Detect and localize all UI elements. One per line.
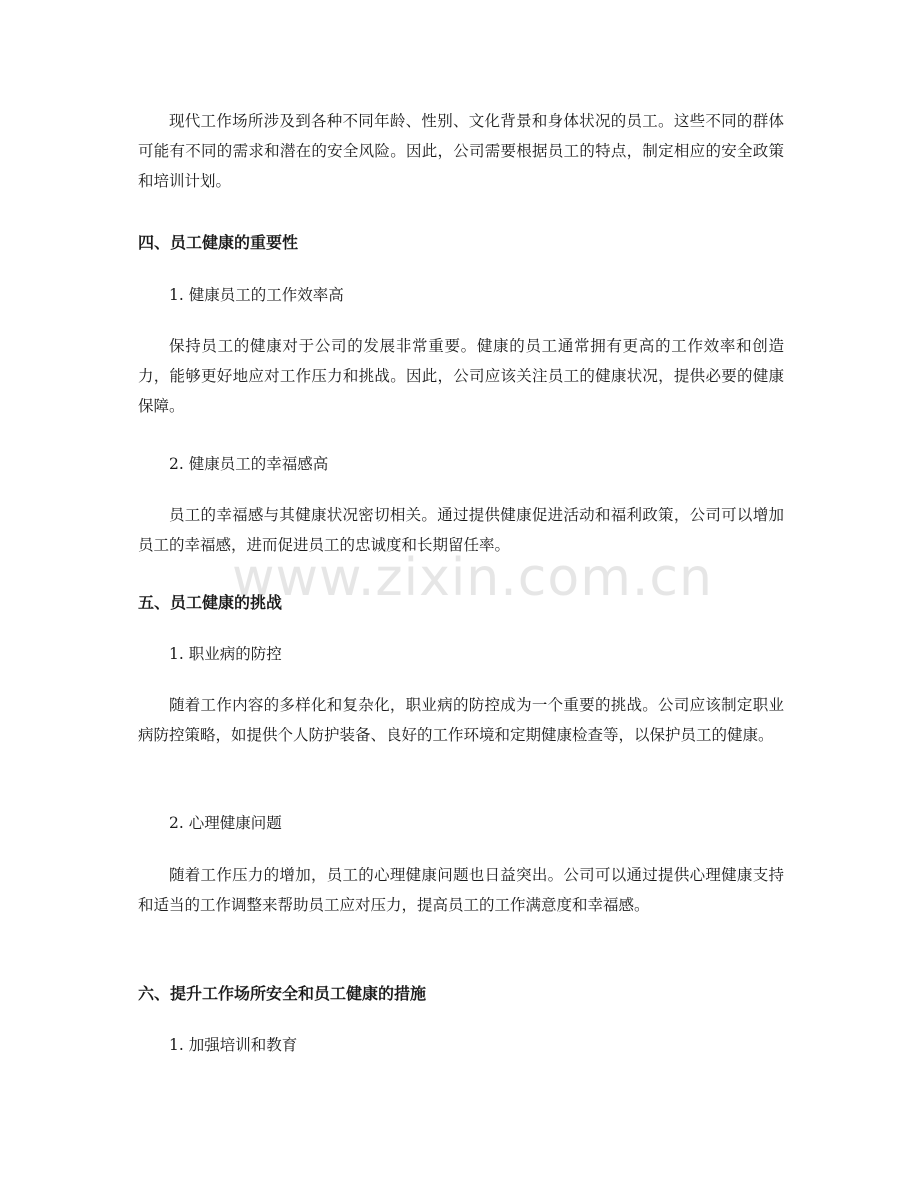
intro-paragraph: 现代工作场所涉及到各种不同年龄、性别、文化背景和身体状况的员工。这些不同的群体可能有不同的需求和潜在的安全风险。因此，公司需要根据员工的特点，制定相应的安全政策和培训计划。	[138, 112, 784, 190]
watermark-text: www.zixin.com.cn	[232, 548, 713, 608]
section-5-item-1-title: 1. 职业病的防控	[169, 645, 282, 663]
section-6-heading: 六、提升工作场所安全和员工健康的措施	[138, 984, 427, 1003]
section-4-item-1-body: 保持员工的健康对于公司的发展非常重要。健康的员工通常拥有更高的工作效率和创造力，能够更好地应对工作压力和挑战。因此，公司应该关注员工的健康状况，提供必要的健康保障。	[138, 337, 784, 415]
section-6-item-1-title: 1. 加强培训和教育	[169, 1036, 298, 1054]
section-4-heading: 四、员工健康的重要性	[138, 233, 299, 252]
section-5-item-1-body: 随着工作内容的多样化和复杂化，职业病的防控成为一个重要的挑战。公司应该制定职业病防控策略，如提供个人防护装备、良好的工作环境和定期健康检查等，以保护员工的健康。	[138, 696, 784, 744]
section-5-item-2-body: 随着工作压力的增加，员工的心理健康问题也日益突出。公司可以通过提供心理健康支持和适当的工作调整来帮助员工应对压力，提高员工的工作满意度和幸福感。	[138, 866, 784, 914]
section-4-item-2-title: 2. 健康员工的幸福感高	[169, 455, 329, 473]
section-4-item-1-title: 1. 健康员工的工作效率高	[169, 286, 344, 304]
section-5-item-2-title: 2. 心理健康问题	[169, 814, 282, 832]
section-4-item-2-body: 员工的幸福感与其健康状况密切相关。通过提供健康促进活动和福利政策，公司可以增加员工的幸福感，进而促进员工的忠诚度和长期留任率。	[138, 506, 784, 554]
section-5-heading: 五、员工健康的挑战	[138, 593, 283, 612]
